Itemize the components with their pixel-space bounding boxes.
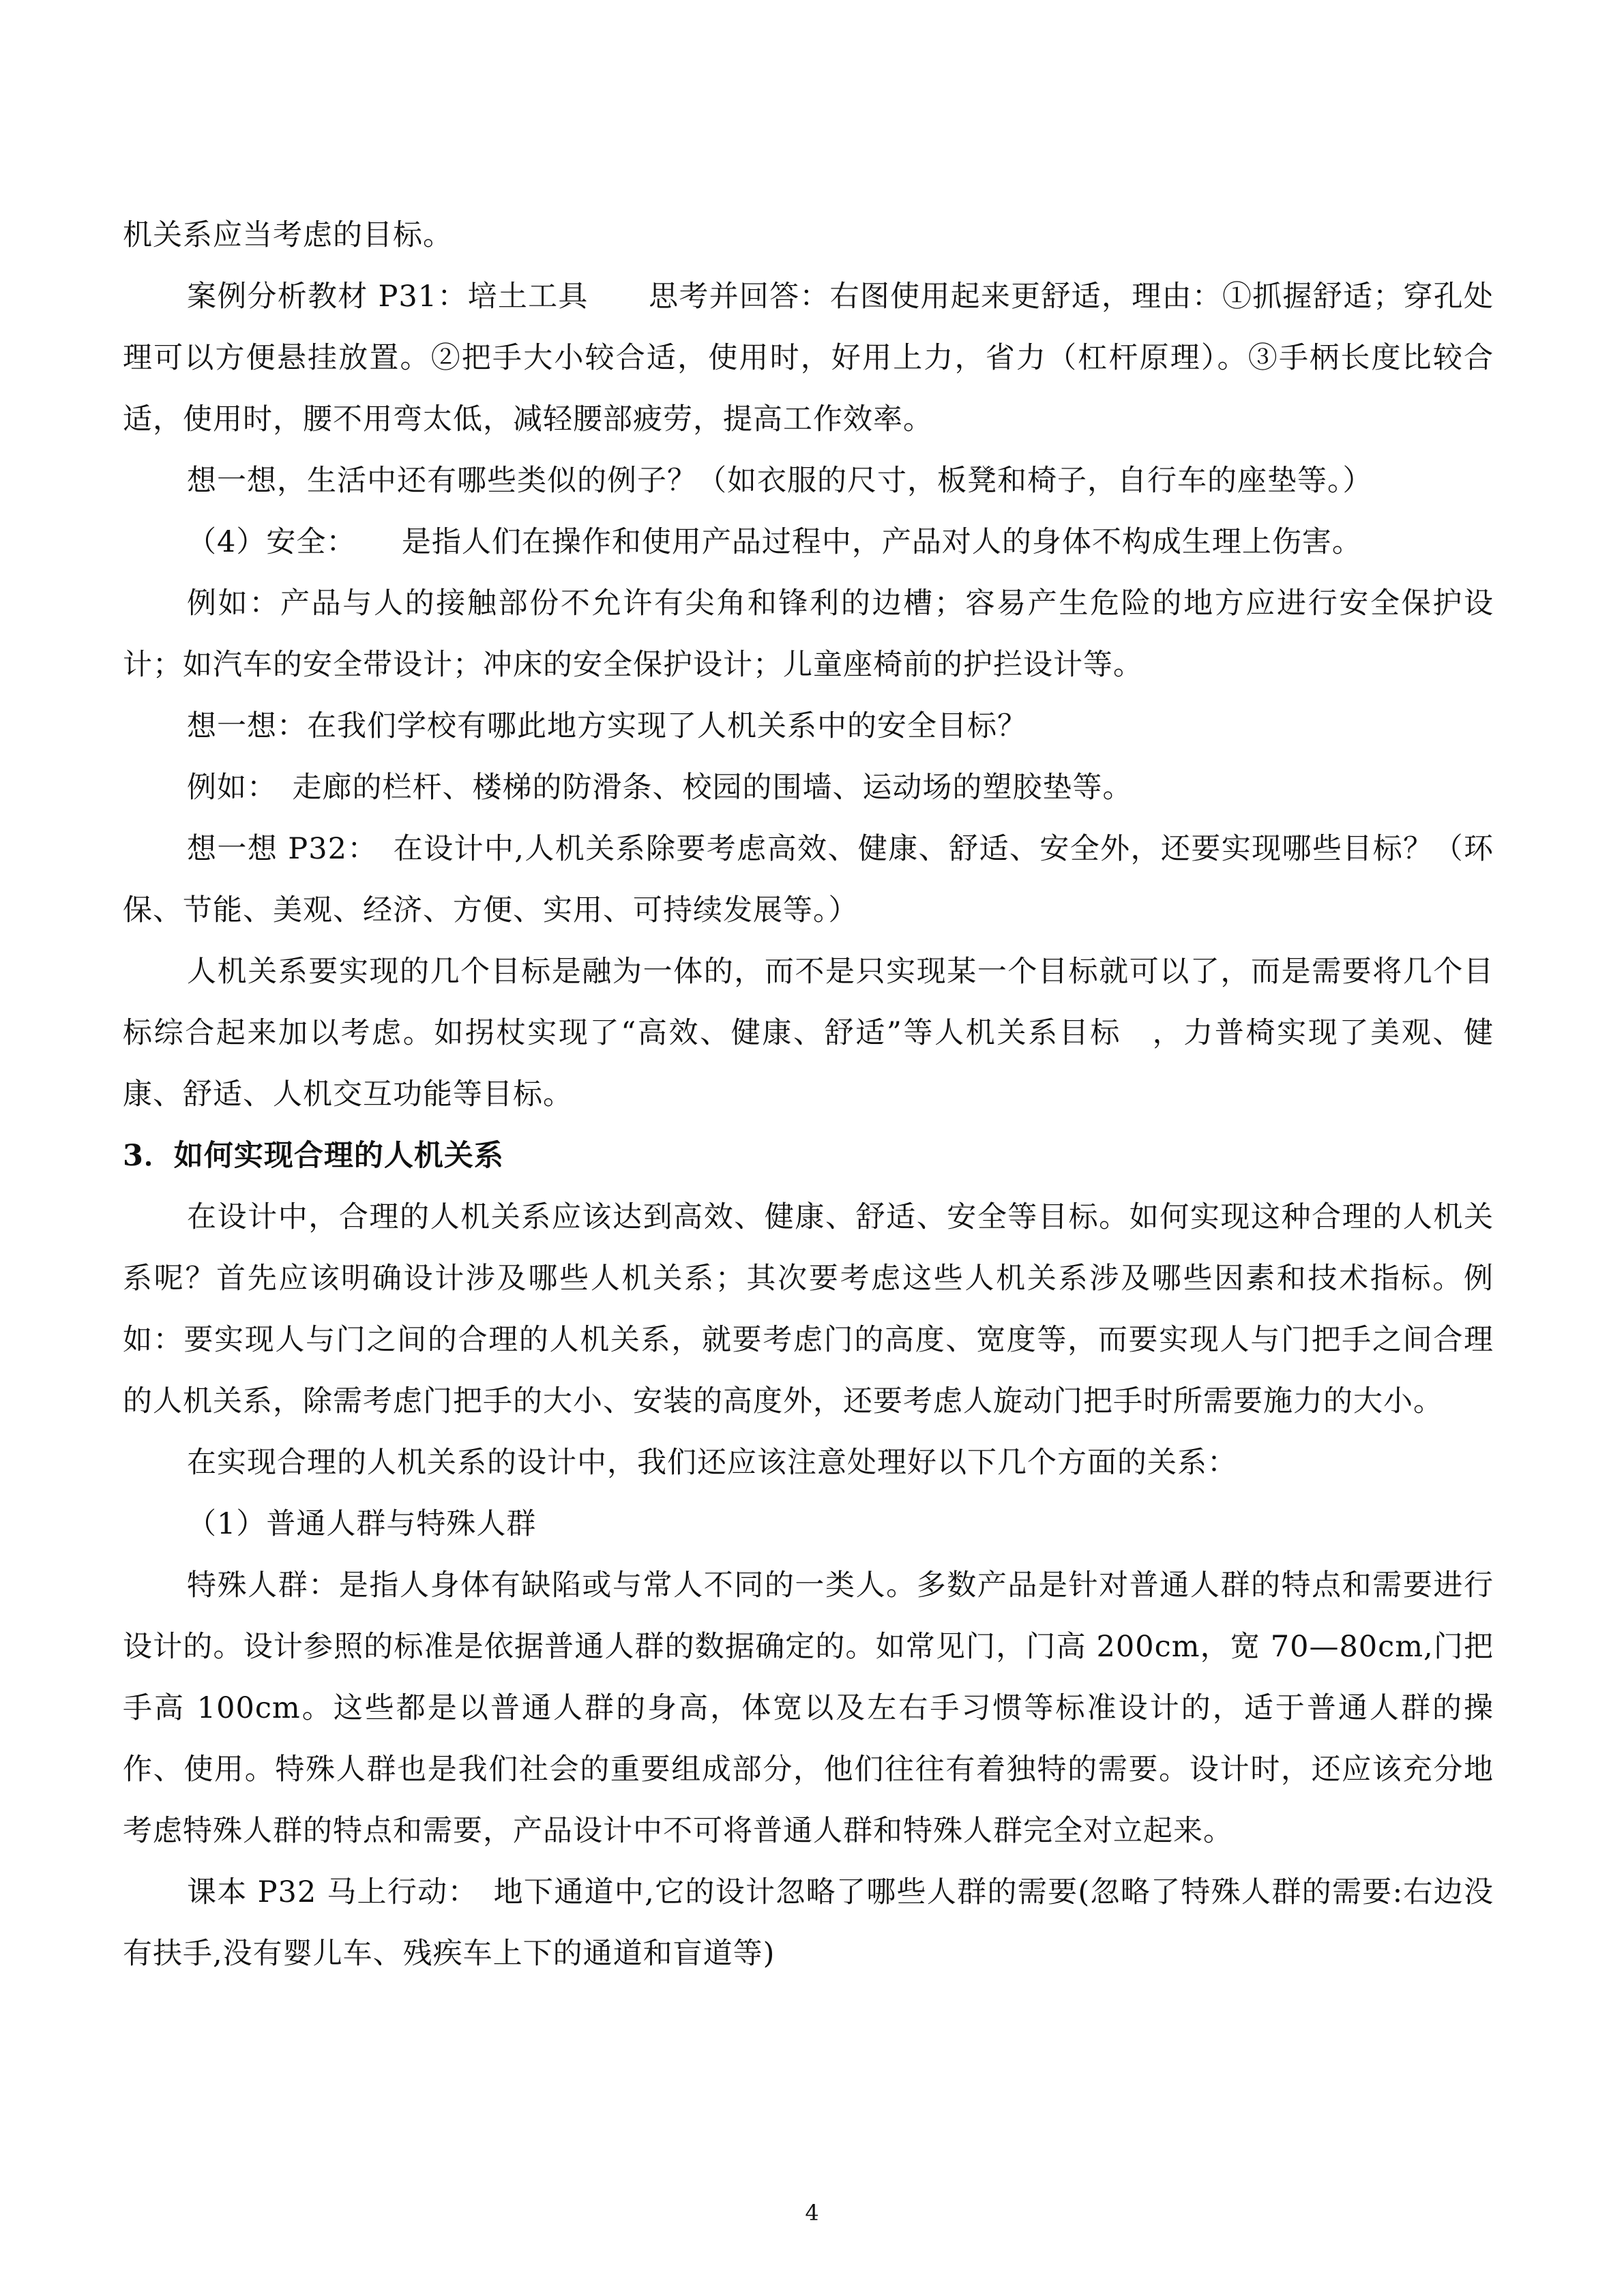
paragraph: 课本 P32 马上行动： 地下通道中,它的设计忽略了哪些人群的需要(忽略了特殊人群的需要:右边没有扶手,没有婴儿车、残疾车上下的通道和盲道等) (123, 1875, 1494, 1971)
paragraph: 案例分析教材 P31：培土工具 思考并回答：右图使用起来更舒适，理由：①抓握舒适；穿孔处理可以方便悬挂放置。②把手大小较合适，使用时，好用上力，省力（杠杆原理）。③手柄长度比较合适，使用时，腰不用弯太低，减轻腰部疲劳，提高工作效率。 (123, 280, 1494, 436)
paragraph: （1）普通人群与特殊人群 (187, 1507, 537, 1541)
page-number: 4 (805, 2200, 819, 2226)
paragraph: 想一想：在我们学校有哪此地方实现了人机关系中的安全目标？ (187, 709, 1027, 743)
paragraph: 例如：产品与人的接触部份不允许有尖角和锋利的边槽；容易产生危险的地方应进行安全保护设计；如汽车的安全带设计；冲床的安全保护设计；儿童座椅前的护拦设计等。 (123, 586, 1494, 682)
paragraph: 特殊人群：是指人身体有缺陷或与常人不同的一类人。多数产品是针对普通人群的特点和需要进行设计的。设计参照的标准是依据普通人群的数据确定的。如常见门，门高 200cm，宽 70—80cm,门把手高 100cm。这些都是以普通人群的身高，体宽以及左右手习惯等标准设计的，适于普通人群的操作、使用。特殊人群也是我们社会的重要组成部分，他们往往有着独特的需要。设计时，还应该充分地考虑特殊人群的特点和需要，产品设计中不可将普通人群和特殊人群完全对立起来。 (123, 1568, 1494, 1848)
paragraph: 在实现合理的人机关系的设计中，我们还应该注意处理好以下几个方面的关系： (187, 1446, 1237, 1480)
document-body (123, 205, 1494, 1984)
paragraph: 例如： 走廊的栏杆、楼梯的防滑条、校园的围墙、运动场的塑胶垫等。 (187, 771, 1133, 805)
paragraph: 在设计中，合理的人机关系应该达到高效、健康、舒适、安全等目标。如何实现这种合理的人机关系呢？首先应该明确设计涉及哪些人机关系；其次要考虑这些人机关系涉及哪些因素和技术指标。例如：要实现人与门之间的合理的人机关系，就要考虑门的高度、宽度等，而要实现人与门把手之间合理的人机关系，除需考虑门把手的大小、安装的高度外，还要考虑人旋动门把手时所需要施力的大小。 (123, 1200, 1494, 1418)
paragraph: 想一想，生活中还有哪些类似的例子？（如衣服的尺寸，板凳和椅子，自行车的座垫等。） (187, 464, 1373, 498)
paragraph: 想一想 P32： 在设计中,人机关系除要考虑高效、健康、舒适、安全外，还要实现哪些目标？（环保、节能、美观、经济、方便、实用、可持续发展等。） (123, 832, 1494, 927)
paragraph: 机关系应当考虑的目标。 (123, 218, 453, 252)
section-heading: 3．如何实现合理的人机关系 (123, 1139, 504, 1173)
paragraph: （4）安全： 是指人们在操作和使用产品过程中，产品对人的身体不构成生理上伤害。 (187, 525, 1362, 559)
paragraph: 人机关系要实现的几个目标是融为一体的，而不是只实现某一个目标就可以了，而是需要将几个目标综合起来加以考虑。如拐杖实现了“高效、健康、舒适”等人机关系目标 ，力普椅实现了美观、健康、舒适、人机交互功能等目标。 (123, 955, 1494, 1112)
